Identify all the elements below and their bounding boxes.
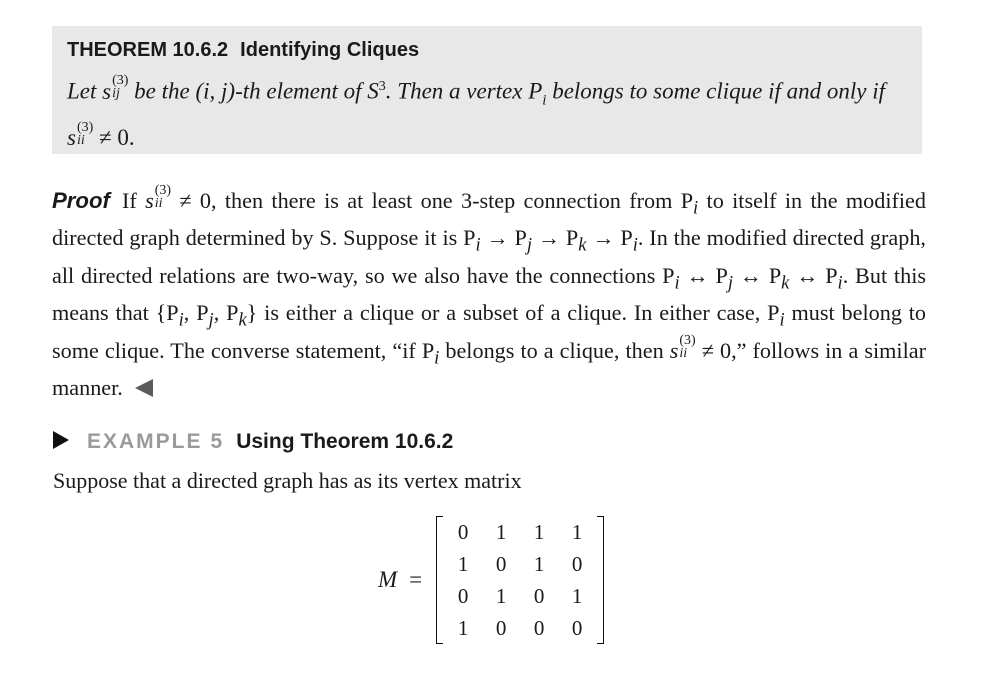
subscript: i	[434, 348, 440, 369]
s-letter: s	[102, 78, 112, 104]
example-intro: Suppose that a directed graph has as its vertex matrix	[53, 468, 522, 493]
theorem-statement	[67, 68, 908, 157]
subscript: i	[674, 273, 680, 294]
proof-text: ↔ P	[789, 262, 838, 288]
theorem-heading	[67, 38, 908, 62]
proof-text: → P	[480, 225, 527, 251]
subscript: k	[781, 273, 790, 294]
proof-text: ≠ 0, then there is at least one 3-step connection from P	[171, 188, 694, 213]
s-subscript: ij	[112, 86, 120, 102]
s-indices	[155, 184, 171, 210]
theorem-text: Let	[67, 78, 103, 104]
proof-text: must belong to some clique. The converse statement, “if P	[52, 300, 927, 363]
matrix-name: M	[378, 567, 398, 592]
matrix-cell: 1	[495, 584, 507, 608]
proof-text: → P	[586, 225, 633, 251]
subscript: j	[727, 273, 733, 294]
proof-text: ↔ P	[732, 262, 782, 288]
matrix-cell: 1	[533, 520, 545, 544]
matrix-cell: 0	[533, 616, 545, 640]
proof-text: to itself in the modified directed graph determined by S. Suppose it is P	[52, 188, 926, 251]
matrix-cell: 0	[571, 616, 583, 640]
matrix-cell: 0	[533, 584, 545, 608]
subscript: i	[178, 310, 184, 331]
subscript: k	[578, 235, 587, 256]
qed-triangle-icon	[135, 379, 153, 397]
matrix-cell: 1	[457, 552, 469, 576]
s-superscript: (3)	[76, 119, 94, 135]
equals-sign: =	[409, 567, 423, 592]
example-number: 5	[210, 430, 223, 453]
example-arrow-icon	[53, 431, 69, 449]
s-ii-symbol	[669, 332, 696, 366]
proof-label: Proof	[52, 188, 110, 213]
subscript: i	[837, 273, 843, 294]
matrix-cell: 0	[457, 584, 469, 608]
s-indices	[77, 121, 93, 147]
matrix-cell: 0	[457, 520, 469, 544]
proof-text: , P	[183, 300, 209, 326]
matrix-cell: 1	[495, 520, 507, 544]
proof-text: ↔ P	[679, 262, 728, 288]
subscript: i	[779, 310, 785, 331]
theorem-text: . Then a vertex P	[385, 78, 543, 104]
proof-text: . In the modified directed graph, all directed relations are two-way, so we also have the connections P	[52, 225, 926, 288]
vertex-matrix	[436, 516, 604, 644]
s-letter: s	[145, 188, 154, 213]
matrix-cell: 1	[533, 552, 545, 576]
s-subscript: ii	[679, 345, 688, 361]
theorem-text: be the (i, j)-th element of	[128, 78, 368, 104]
proof-text: → P	[532, 225, 579, 251]
s-subscript: ii	[76, 132, 85, 148]
example-title: Using Theorem 10.6.2	[236, 430, 454, 453]
proof-text: If	[121, 188, 146, 213]
subscript: i	[475, 235, 481, 256]
proof-text: } is either a clique or a subset of a clique. In either case, P	[246, 300, 780, 326]
matrix-cell: 1	[457, 616, 469, 640]
s-letter: s	[67, 125, 76, 151]
matrix-equation	[378, 514, 604, 646]
proof-text: belongs to a clique, then	[439, 337, 670, 363]
subscript: j	[208, 310, 214, 331]
subscript: i	[693, 198, 699, 219]
s-indices	[679, 334, 695, 360]
theorem-text: belongs to some clique if and only if	[546, 78, 886, 104]
subscript: k	[238, 310, 247, 331]
s-ii-symbol	[67, 119, 93, 157]
matrix-cell: 1	[571, 584, 583, 608]
s-subscript: ii	[154, 195, 163, 211]
proof-text: ≠ 0,” follows in a similar manner.	[52, 337, 926, 401]
subscript: j	[526, 235, 532, 256]
matrix-cell: 0	[495, 616, 507, 640]
proof-paragraph	[52, 182, 927, 403]
matrix-cell: 1	[571, 520, 583, 544]
theorem-box	[52, 26, 922, 154]
s-letter: s	[669, 337, 679, 363]
s-ij-symbol	[102, 73, 128, 111]
example-heading	[53, 428, 453, 456]
p-subscript: i	[542, 92, 547, 109]
s-superscript: (3)	[679, 332, 696, 348]
s-matrix-symbol: S	[367, 78, 379, 104]
s-indices	[112, 74, 128, 100]
theorem-name: Identifying Cliques	[240, 39, 420, 61]
s-superscript: (3)	[112, 73, 129, 89]
s-superscript: (3)	[154, 182, 172, 198]
proof-text: . But this means that {P	[52, 262, 926, 326]
theorem-number: THEOREM 10.6.2	[67, 39, 229, 61]
s-ii-symbol	[145, 182, 172, 216]
proof-text: , P	[213, 300, 239, 326]
example-label: EXAMPLE	[87, 430, 203, 453]
subscript: i	[632, 235, 638, 256]
theorem-text: ≠ 0.	[93, 125, 135, 151]
matrix-cell: 0	[571, 552, 583, 576]
matrix-cell: 0	[495, 552, 507, 576]
s-exponent: 3	[378, 79, 386, 94]
